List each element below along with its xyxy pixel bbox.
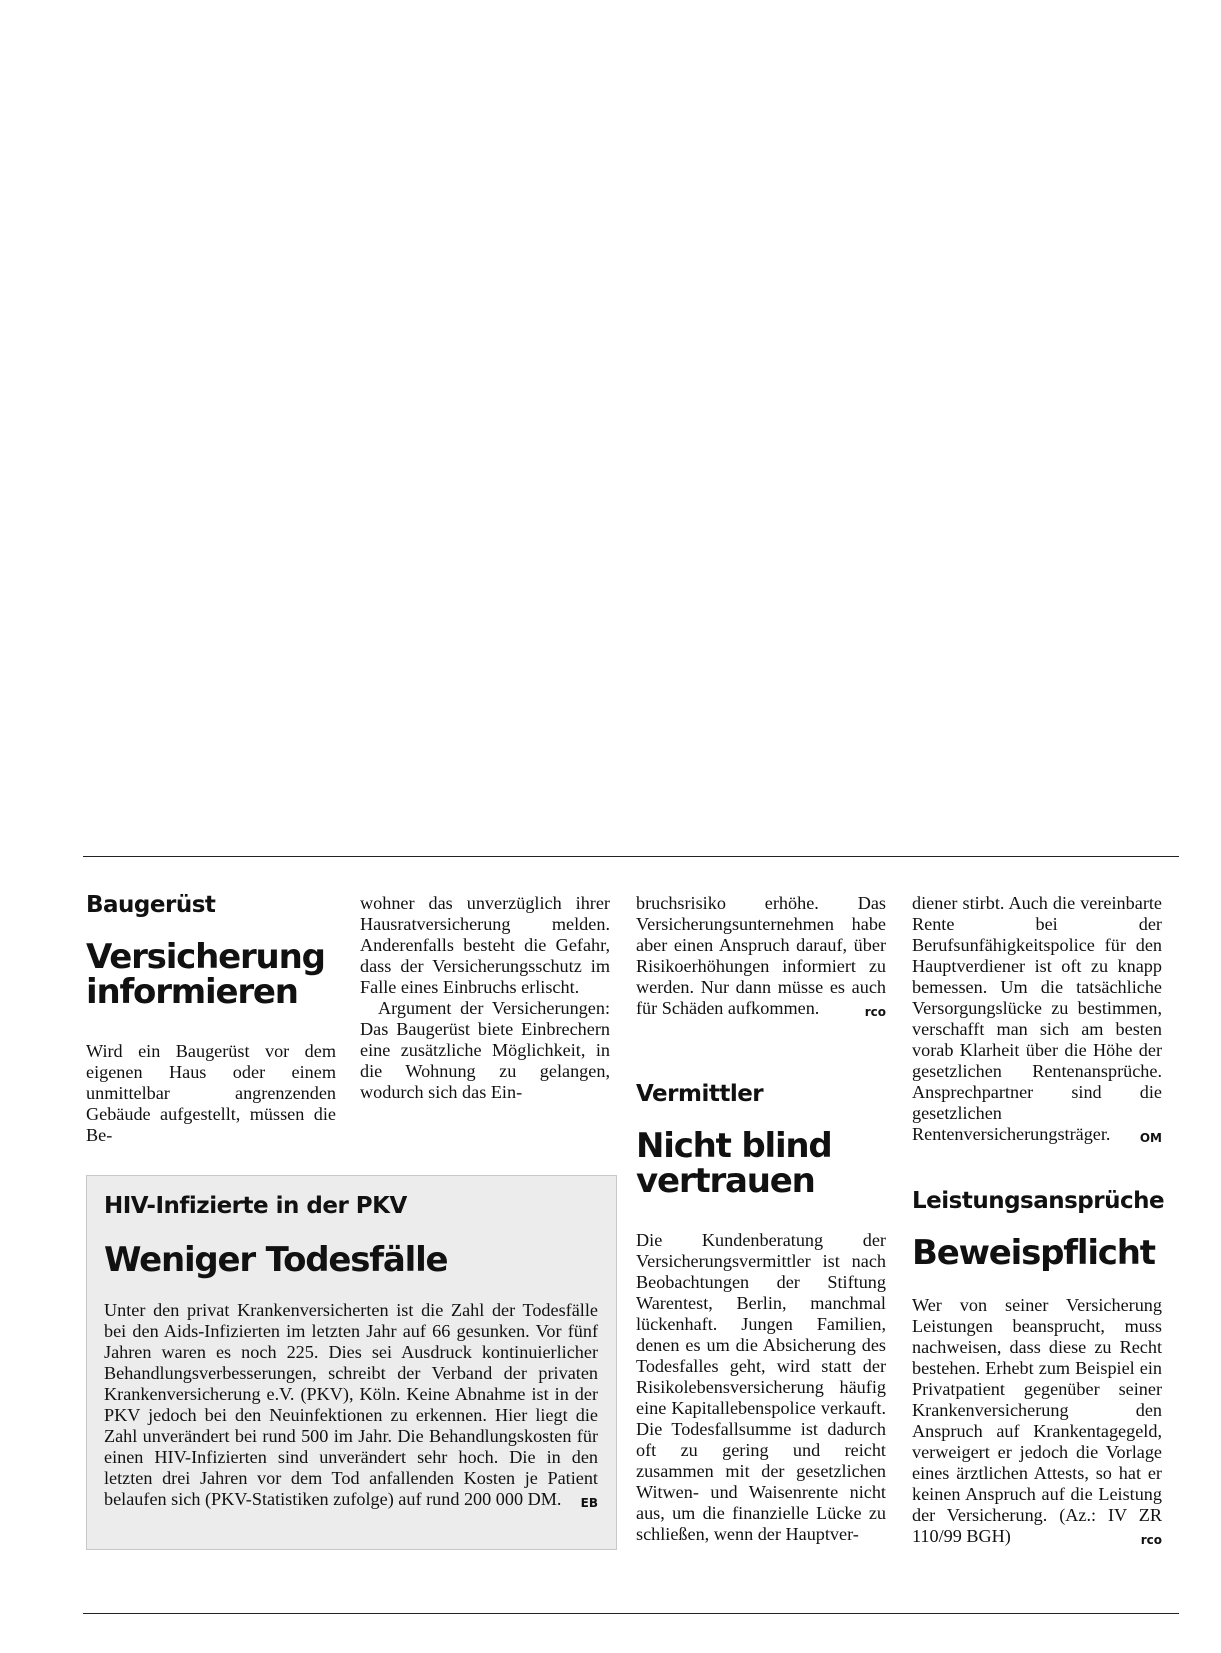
- article-headline: Nicht blind vertrauen: [636, 1125, 832, 1202]
- article-body: [912, 893, 1162, 1145]
- article-headline: Beweispflicht: [912, 1232, 1155, 1273]
- article-vermittler-col2: [912, 893, 1162, 1149]
- article-body: [912, 1295, 1162, 1547]
- article-kicker: HIV-Infizierte in der PKV: [104, 1193, 407, 1219]
- article-hiv-box: [86, 1175, 617, 1550]
- article-body: [104, 1300, 598, 1510]
- author-signature: rco: [1140, 1533, 1162, 1548]
- author-signature: OM: [1139, 1131, 1162, 1145]
- article-body: Die Kundenberatung der Versicherungsvermittler ist nach Beobachtungen der Stiftung Warentest, Berlin, manchmal lückenhaft. Jungen Familien, denen es um die Absicherung des Todesfalles geht, wird statt der Risikolebensversicherung häufig eine Kapitallebenspolice verkauft. Die Todesfallsumme ist dadurch oft zu gering und reicht zusammen mit der gesetzlichen Witwen- und Waisenrente nicht aus, um die finanzielle Lücke zu schließen, wenn der Hauptver-: [636, 1229, 886, 1544]
- article-paragraph: Unter den privat Krankenversicherten ist die Zahl der Todesfälle bei den Aids-Infizierten im letzten Jahr auf 66 gesunken. Vor fünf Jahren waren es noch 225. Dies sei Ausdruck kontinuierlicher Behandlungsverbesserungen, schreibt der Verband der privaten Krankenversicherung e.V. (PKV), Köln. Keine Abnahme ist in der PKV jedoch bei den Neuinfektionen zu erkennen. Hier liegt die Zahl unverändert bei rund 500 im Jahr. Die Behandlungskosten für einen HIV-Infizierten sind unverändert sehr hoch. Die in den letzten drei Jahren vor dem Tod anfallenden Kosten je Patient belaufen sich (PKV-Statistiken zufolge) auf rund 200 000 DM.: [104, 1300, 598, 1510]
- article-paragraph: Wer von seiner Versicherung Leistungen beansprucht, muss nachweisen, dass diese zu Recht bestehen. Erhebt zum Beispiel ein Privatpatient gegenüber seiner Krankenversicherung den Anspruch auf Krankentagegeld, verweigert er jedoch die Vorlage eines ärztlichen Attests, so hat er keinen Anspruch auf die Leistung der Versicherung. (Az.: IV ZR 110/99 BGH): [912, 1295, 1162, 1547]
- article-baugeruest-col1: [86, 892, 336, 1146]
- top-rule: [83, 856, 1179, 857]
- article-paragraph: bruchsrisiko erhöhe. Das Versicherungsunternehmen habe aber einen Anspruch darauf, über Risikoerhöhungen informiert zu werden. Nur dann müsse es auch für Schäden aufkommen.: [636, 893, 886, 1018]
- article-paragraph: wohner das unverzüglich ihrer Hausratversicherung melden. Anderenfalls besteht die Gefahr, dass der Versicherungsschutz im Falle eines Einbruchs erlischt.: [360, 893, 610, 997]
- article-leistung: [912, 1188, 1165, 1551]
- article-body: [360, 893, 610, 1103]
- article-kicker: Baugerüst: [86, 892, 216, 918]
- article-baugeruest-col2: [360, 893, 610, 1103]
- article-vermittler-col1: [636, 1081, 886, 1545]
- article-headline: Weniger Todesfälle: [104, 1239, 448, 1280]
- article-paragraph: diener stirbt. Auch die vereinbarte Rente bei der Berufsunfähigkeitspolice für den Hauptverdiener ist oft zu knapp bemessen. Um die tatsächliche Versorgungslücke zu bestimmen, verschafft man sich am besten vorab Klarheit über die Höhe der gesetzlichen Rentenansprüche. Ansprechpartner sind die gesetzlichen Rentenversicherungsträger.: [912, 893, 1162, 1144]
- article-baugeruest-col3: [636, 893, 886, 1023]
- author-signature: EB: [580, 1496, 598, 1511]
- article-body: Wird ein Baugerüst vor dem eigenen Haus oder einem unmittelbar angrenzenden Gebäude aufgestellt, müssen die Be-: [86, 1040, 336, 1145]
- article-headline: Versicherung informieren: [86, 936, 325, 1013]
- article-paragraph: Argument der Versicherungen: Das Baugerüst biete Einbrechern eine zusätzliche Möglichkeit, in die Wohnung zu gelangen, wodurch sich das Ein-: [360, 998, 610, 1102]
- article-kicker: Vermittler: [636, 1081, 764, 1107]
- bottom-rule: [83, 1613, 1179, 1614]
- article-body: [636, 893, 886, 1019]
- author-signature: rco: [864, 1005, 886, 1019]
- article-kicker: Leistungsansprüche: [912, 1188, 1165, 1214]
